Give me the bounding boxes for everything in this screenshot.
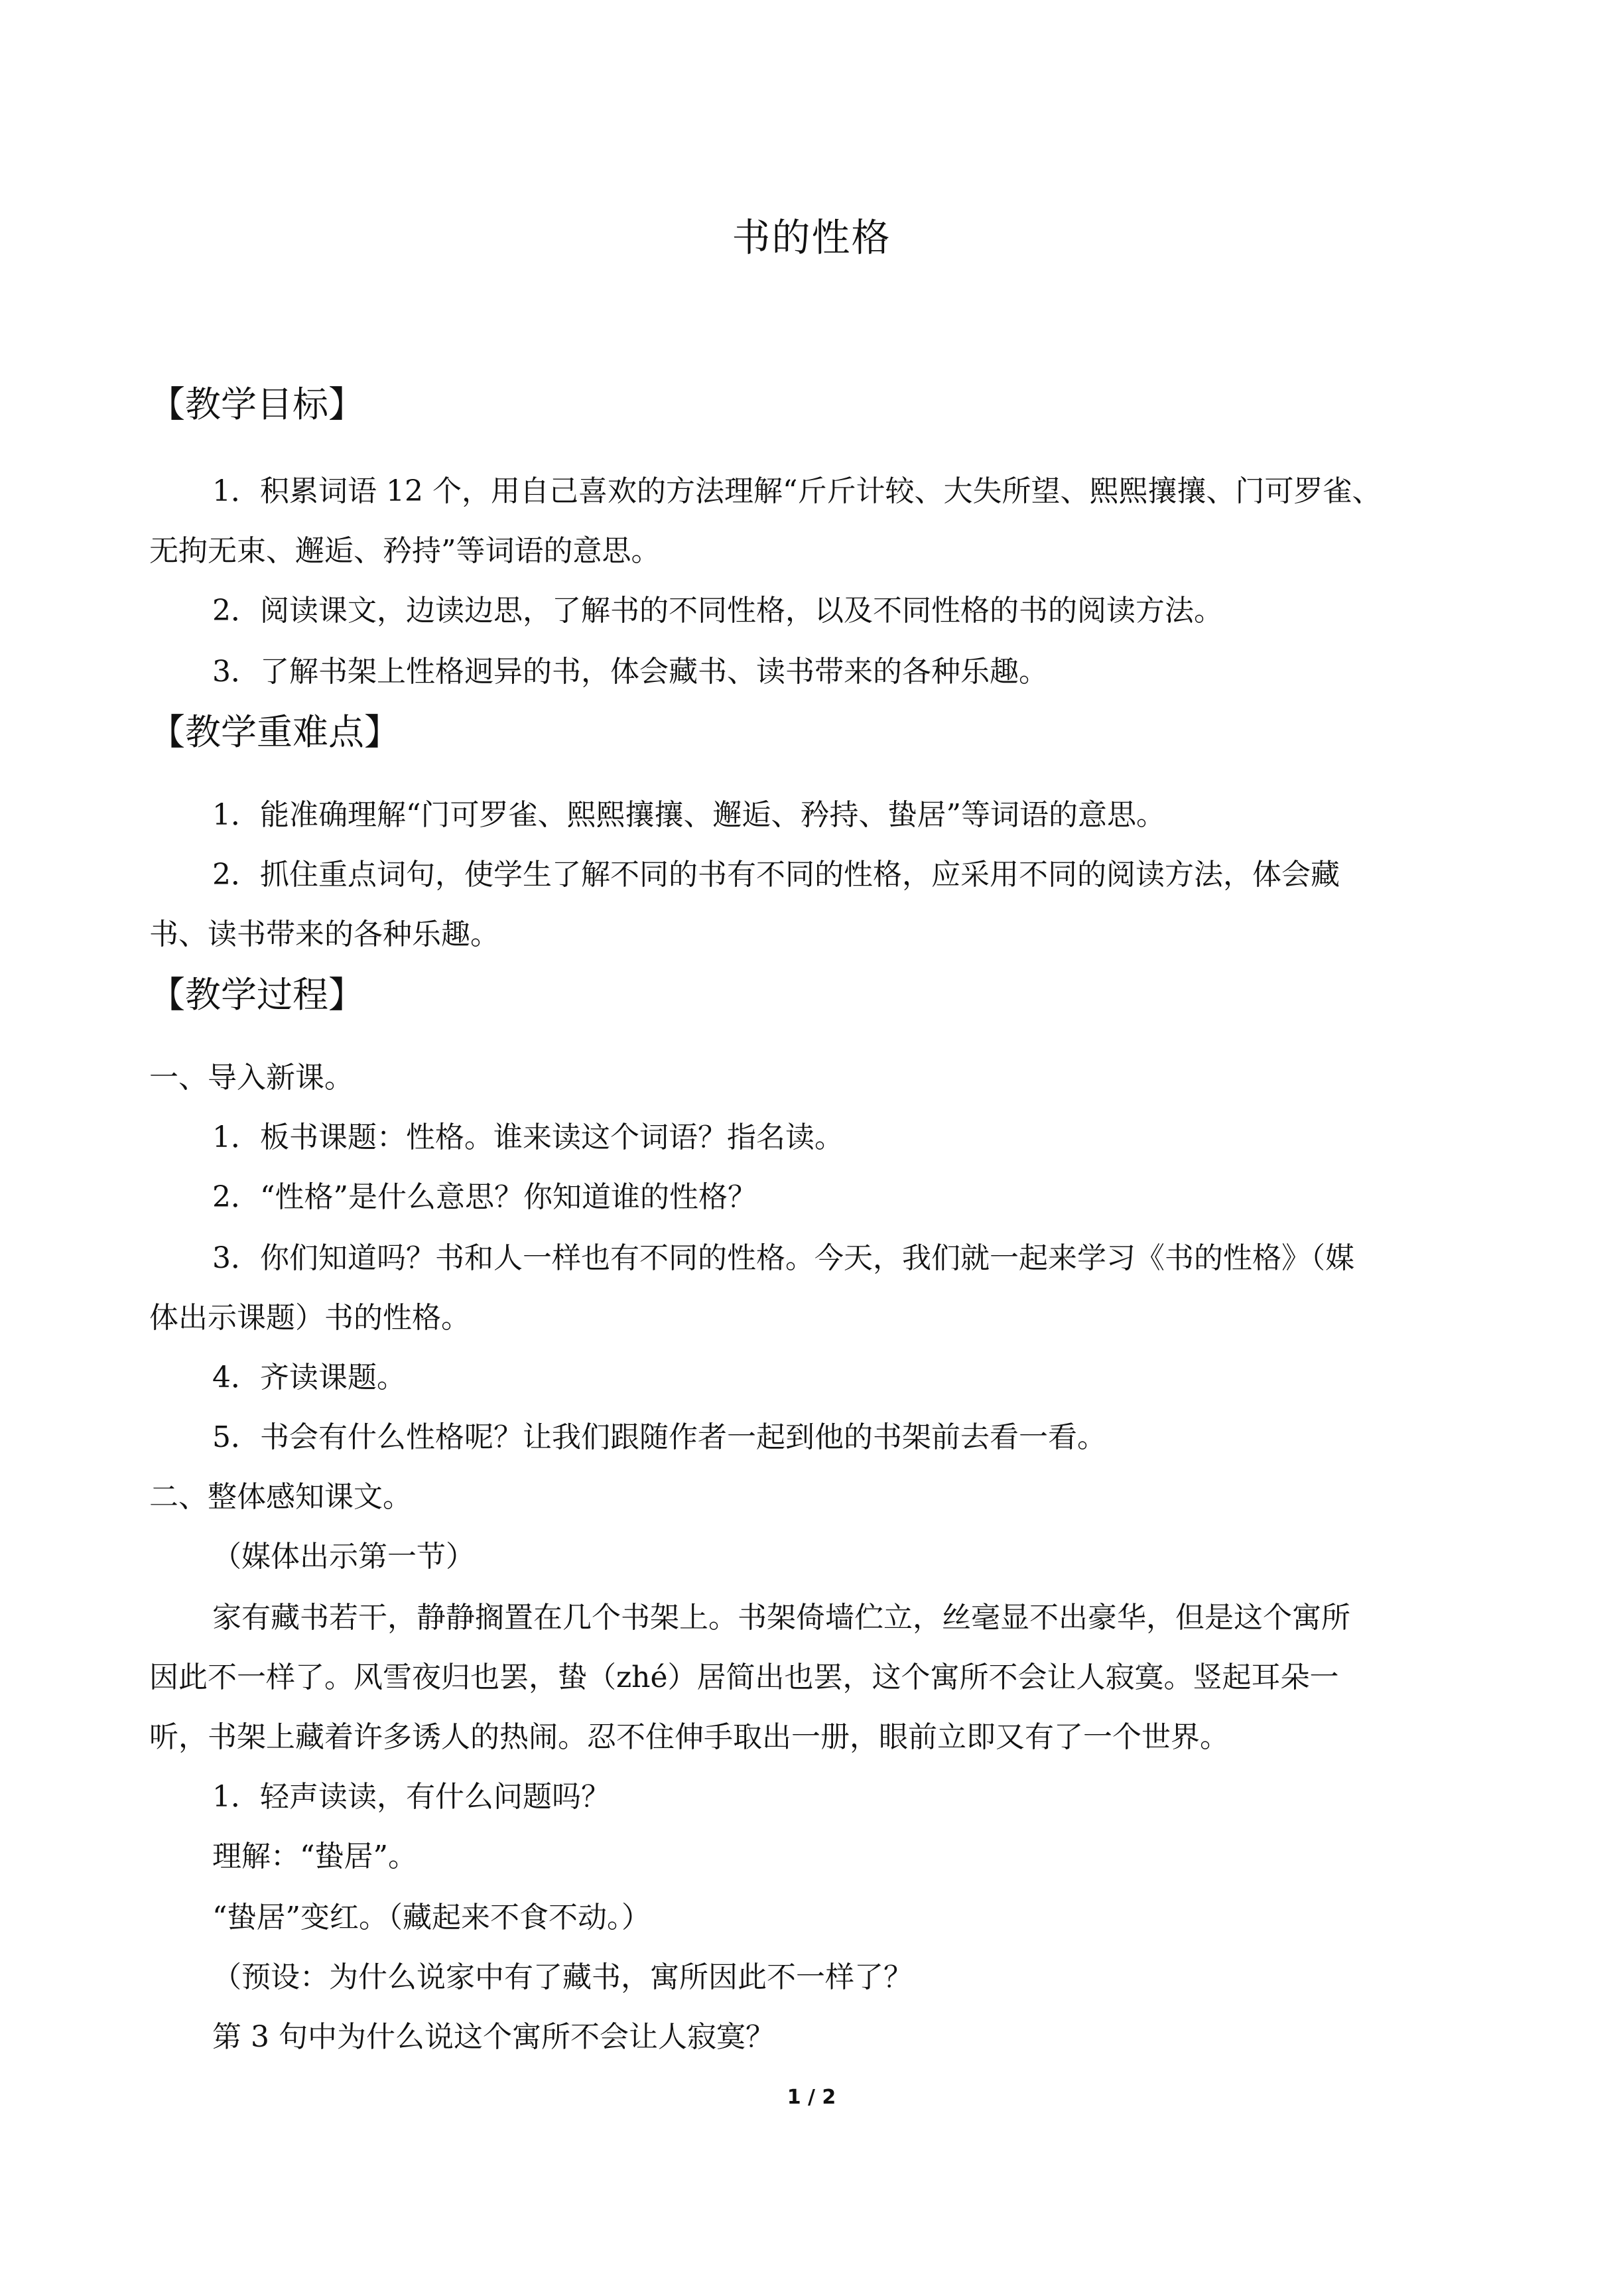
paragraph-line: 体出示课题）书的性格。 <box>149 1301 470 1335</box>
document-title: 书的性格 <box>732 215 891 260</box>
paragraph-line: 无拘无束、邂逅、矜持”等词语的意思。 <box>149 534 661 568</box>
paragraph-line: 4．齐读课题。 <box>212 1361 406 1394</box>
paragraph-line: 1．轻声读读，有什么问题吗？ <box>212 1780 610 1814</box>
paragraph-line: （预设：为什么说家中有了藏书，寓所因此不一样了？ <box>212 1960 913 1994</box>
paragraph-line: 因此不一样了。风雪夜归也罢，蛰（zhé）居简出也罢，这个寓所不会让人寂寞。竖起耳朵一 <box>149 1660 1339 1694</box>
paragraph-line: 2．抓住重点词句，使学生了解不同的书有不同的性格，应采用不同的阅读方法，体会藏 <box>212 858 1340 892</box>
paragraph-line: 5．书会有什么性格呢？让我们跟随作者一起到他的书架前去看一看。 <box>212 1420 1106 1454</box>
paragraph-line: （媒体出示第一节） <box>212 1540 475 1574</box>
paragraph-line: 第 3 句中为什么说这个寓所不会让人寂寞？ <box>212 2020 775 2054</box>
page-number: 1 / 2 <box>787 2086 836 2109</box>
paragraph-line: 3．了解书架上性格迥异的书，体会藏书、读书带来的各种乐趣。 <box>212 655 1048 689</box>
paragraph-line: 1．积累词语 12 个，用自己喜欢的方法理解“斤斤计较、大失所望、熙熙攘攘、门可罗雀、 <box>212 474 1382 508</box>
paragraph-line: 书、读书带来的各种乐趣。 <box>149 917 499 951</box>
paragraph-line: 1．能准确理解“门可罗雀、熙熙攘攘、邂逅、矜持、蛰居”等词语的意思。 <box>212 798 1165 832</box>
paragraph-line: 听，书架上藏着许多诱人的热闹。忍不住伸手取出一册，眼前立即又有了一个世界。 <box>149 1720 1229 1754</box>
section-heading-goals: 【教学目标】 <box>149 383 364 425</box>
paragraph-line: 理解：“蛰居”。 <box>212 1840 417 1873</box>
section-subheading: 二、整体感知课文。 <box>149 1480 412 1514</box>
section-heading-process: 【教学过程】 <box>149 974 364 1016</box>
paragraph-line: 3．你们知道吗？书和人一样也有不同的性格。今天，我们就一起来学习《书的性格》（媒 <box>212 1241 1354 1275</box>
paragraph-line: 2．阅读课文，边读边思，了解书的不同性格，以及不同性格的书的阅读方法。 <box>212 594 1223 628</box>
paragraph-line: 2．“性格”是什么意思？你知道谁的性格？ <box>212 1180 757 1214</box>
section-subheading: 一、导入新课。 <box>149 1061 354 1095</box>
paragraph-line: 家有藏书若干，静静搁置在几个书架上。书架倚墙伫立，丝毫显不出豪华，但是这个寓所 <box>212 1601 1350 1635</box>
paragraph-line: 1．板书课题：性格。谁来读这个词语？指名读。 <box>212 1120 844 1154</box>
paragraph-line: “蛰居”变红。（藏起来不食不动。） <box>212 1901 651 1934</box>
section-heading-key-points: 【教学重难点】 <box>149 711 400 753</box>
